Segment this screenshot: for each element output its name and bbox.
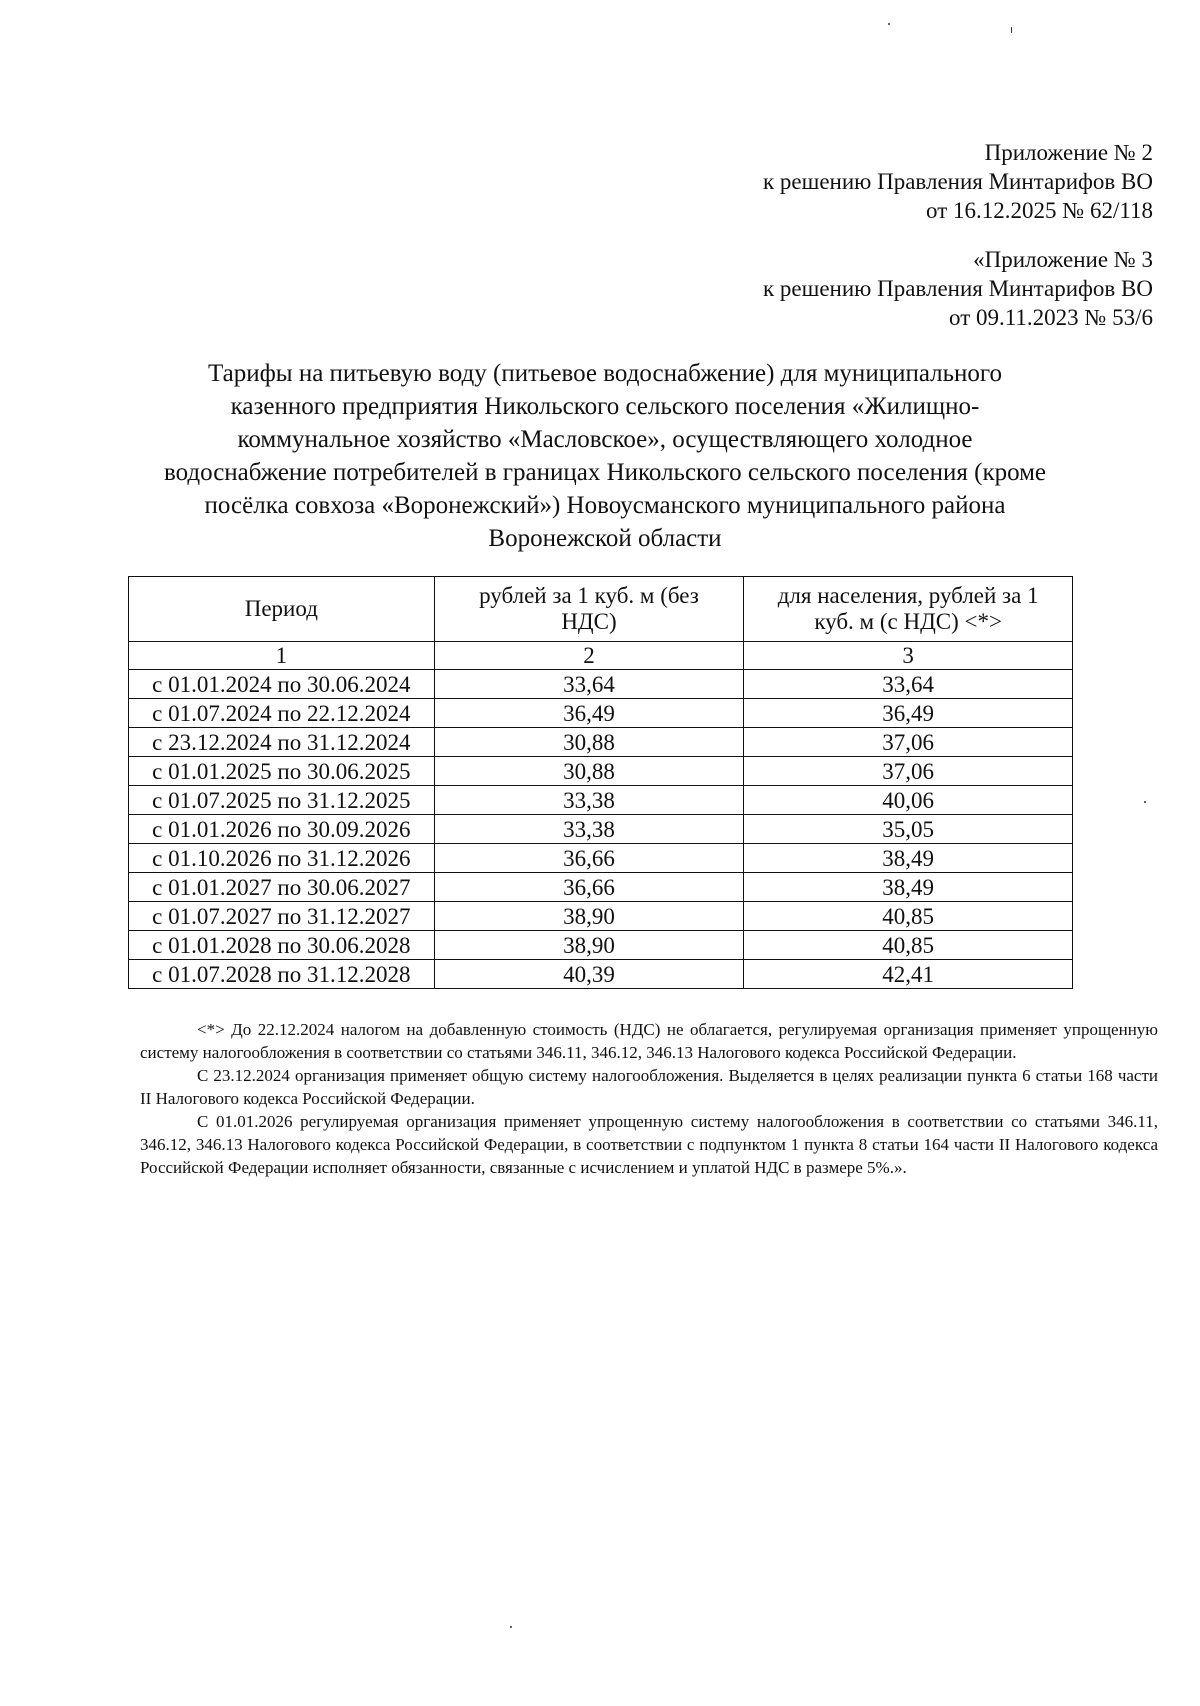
footnote: <*> До 22.12.2024 налогом на добавленную стоимость (НДС) не облагается, регулируемая организация применяет упрощенную систему налогообложения в соответствии со статьями 346.11, 346.12, 346.13 Налогового кодекса Российской Федерации. bbox=[140, 1020, 1158, 1062]
price-with-vat-cell: 40,06 bbox=[744, 786, 1073, 815]
header-price-no-vat: рублей за 1 куб. м (без НДС) bbox=[434, 577, 744, 642]
appendix-date: от 16.12.2025 № 62/118 bbox=[926, 198, 1153, 223]
price-no-vat-cell: 36,66 bbox=[434, 873, 744, 902]
price-no-vat-cell: 38,90 bbox=[434, 902, 744, 931]
appendix-header-current bbox=[763, 138, 1153, 225]
appendix-date: от 09.11.2023 № 53/6 bbox=[949, 305, 1153, 330]
price-no-vat-cell: 30,88 bbox=[434, 728, 744, 757]
price-with-vat-cell: 38,49 bbox=[744, 873, 1073, 902]
period-cell: с 01.01.2025 по 30.06.2025 bbox=[129, 757, 435, 786]
price-with-vat-cell: 40,85 bbox=[744, 931, 1073, 960]
scan-speck bbox=[1144, 801, 1146, 803]
table-row bbox=[129, 699, 1073, 728]
table-row bbox=[129, 844, 1073, 873]
period-cell: с 01.07.2025 по 31.12.2025 bbox=[129, 786, 435, 815]
price-no-vat-cell: 36,66 bbox=[434, 844, 744, 873]
table-row bbox=[129, 873, 1073, 902]
title-line: Тарифы на питьевую воду (питьевое водоснабжение) для муниципального bbox=[207, 360, 1003, 387]
price-with-vat-cell: 33,64 bbox=[744, 670, 1073, 699]
footnote: С 23.12.2024 организация применяет общую систему налогообложения. Выделяется в целях реализации пункта 6 статьи 168 части II Налогового кодекса Российской Федерации. bbox=[140, 1066, 1158, 1108]
scan-speck bbox=[888, 23, 890, 25]
price-with-vat-cell: 38,49 bbox=[744, 844, 1073, 873]
price-no-vat-cell: 33,38 bbox=[434, 786, 744, 815]
price-with-vat-cell: 42,41 bbox=[744, 960, 1073, 989]
price-with-vat-cell: 37,06 bbox=[744, 728, 1073, 757]
period-cell: с 01.01.2024 по 30.06.2024 bbox=[129, 670, 435, 699]
period-cell: с 01.01.2026 по 30.09.2026 bbox=[129, 815, 435, 844]
column-number: 2 bbox=[434, 642, 744, 670]
period-cell: с 23.12.2024 по 31.12.2024 bbox=[129, 728, 435, 757]
period-cell: с 01.07.2028 по 31.12.2028 bbox=[129, 960, 435, 989]
table-row bbox=[129, 670, 1073, 699]
period-cell: с 01.07.2027 по 31.12.2027 bbox=[129, 902, 435, 931]
table-row bbox=[129, 931, 1073, 960]
header-price-with-vat: для населения, рублей за 1 куб. м (с НДС) <*> bbox=[744, 577, 1073, 642]
column-number: 1 bbox=[129, 642, 435, 670]
table-row bbox=[129, 902, 1073, 931]
price-with-vat-cell: 40,85 bbox=[744, 902, 1073, 931]
table-row bbox=[129, 815, 1073, 844]
price-with-vat-cell: 35,05 bbox=[744, 815, 1073, 844]
title-line: Воронежской области bbox=[488, 525, 722, 552]
period-cell: с 01.01.2028 по 30.06.2028 bbox=[129, 931, 435, 960]
table-row bbox=[129, 786, 1073, 815]
price-no-vat-cell: 33,38 bbox=[434, 815, 744, 844]
title-line: казенного предприятия Никольского сельского поселения «Жилищно- bbox=[230, 393, 980, 420]
period-cell: с 01.10.2026 по 31.12.2026 bbox=[129, 844, 435, 873]
table-row bbox=[129, 960, 1073, 989]
price-with-vat-cell: 37,06 bbox=[744, 757, 1073, 786]
column-number-row bbox=[129, 642, 1073, 670]
price-no-vat-cell: 38,90 bbox=[434, 931, 744, 960]
period-cell: с 01.07.2024 по 22.12.2024 bbox=[129, 699, 435, 728]
title-line: посёлка совхоза «Воронежский») Новоусманского муниципального района bbox=[204, 492, 1006, 519]
price-no-vat-cell: 30,88 bbox=[434, 757, 744, 786]
scan-speck bbox=[1011, 27, 1012, 33]
appendix-number: Приложение № 2 bbox=[984, 140, 1153, 165]
tariff-table bbox=[128, 576, 1073, 989]
price-with-vat-cell: 36,49 bbox=[744, 699, 1073, 728]
appendix-decision: к решению Правления Минтарифов ВО bbox=[763, 169, 1153, 194]
price-no-vat-cell: 36,49 bbox=[434, 699, 744, 728]
document-title bbox=[130, 357, 1080, 555]
period-cell: с 01.01.2027 по 30.06.2027 bbox=[129, 873, 435, 902]
title-line: водоснабжение потребителей в границах Никольского сельского поселения (кроме bbox=[163, 459, 1047, 486]
table-row bbox=[129, 757, 1073, 786]
appendix-header-previous bbox=[763, 245, 1153, 332]
table-row bbox=[129, 728, 1073, 757]
footnotes bbox=[140, 1018, 1158, 1179]
column-number: 3 bbox=[744, 642, 1073, 670]
footnote: С 01.01.2026 регулируемая организация применяет упрощенную систему налогообложения в соответствии со статьями 346.11, 346.12, 346.13 Налогового кодекса Российской Федерации, в соответствии с подпунктом 1 пункта 8 статьи 164 части II Налогового кодекса Российской Федерации исполняет обязанности, связанные с исчислением и уплатой НДС в размере 5%.». bbox=[140, 1112, 1158, 1177]
header-period: Период bbox=[129, 577, 435, 642]
table-header-row bbox=[129, 577, 1073, 642]
title-line: коммунальное хозяйство «Масловское», осуществляющего холодное bbox=[237, 426, 973, 453]
appendix-number: «Приложение № 3 bbox=[973, 247, 1153, 272]
scan-speck bbox=[510, 1626, 512, 1628]
appendix-decision: к решению Правления Минтарифов ВО bbox=[763, 276, 1153, 301]
price-no-vat-cell: 33,64 bbox=[434, 670, 744, 699]
price-no-vat-cell: 40,39 bbox=[434, 960, 744, 989]
